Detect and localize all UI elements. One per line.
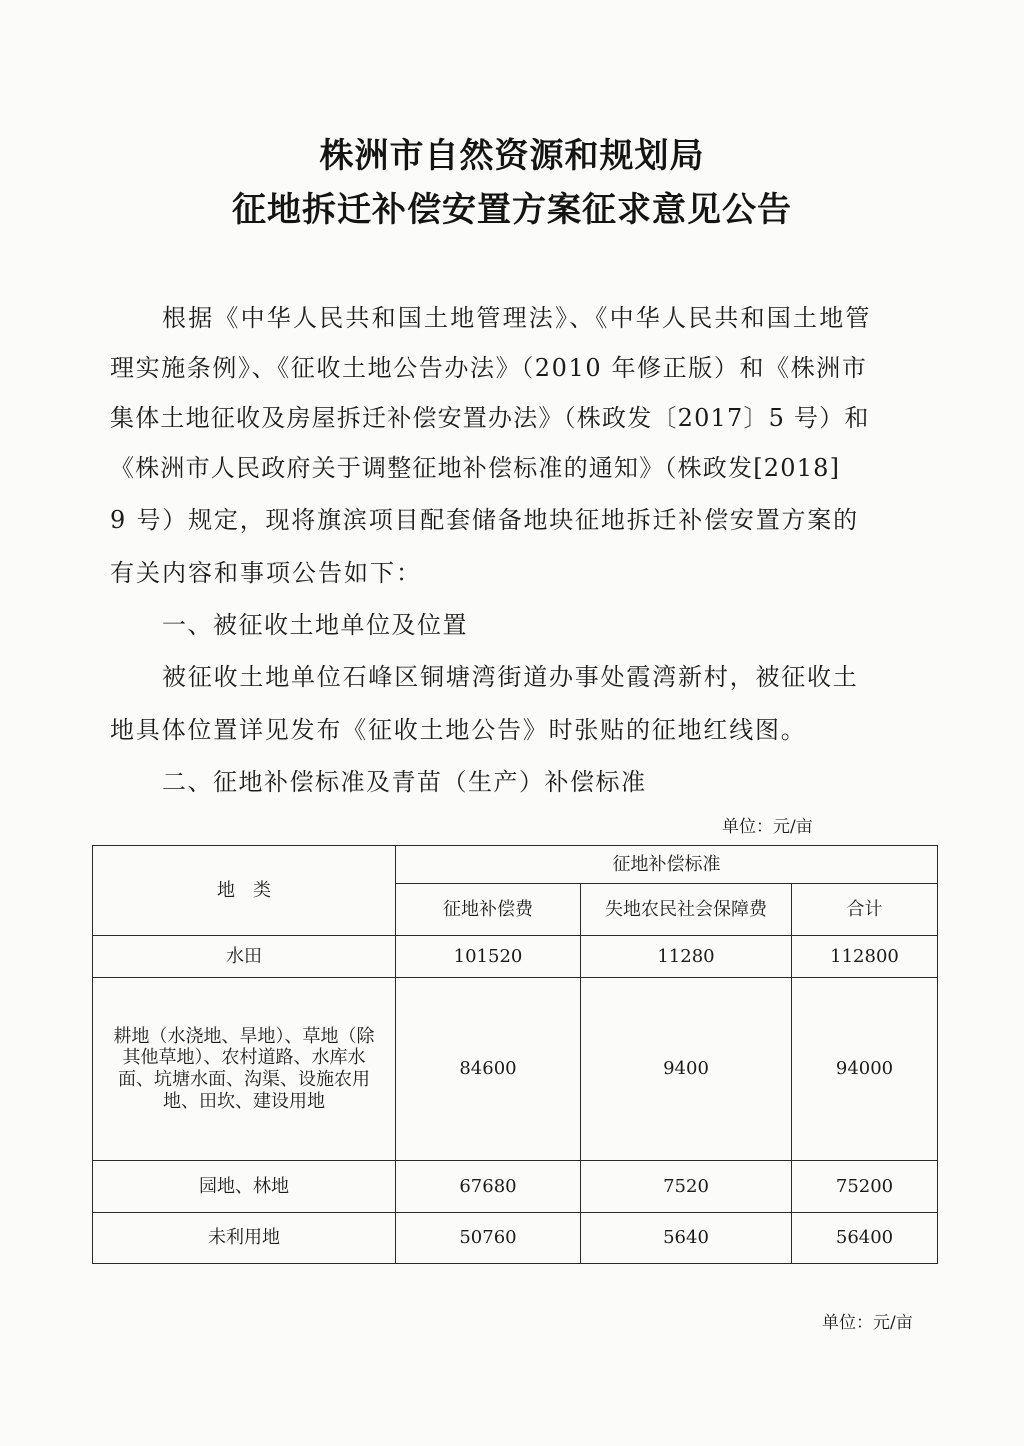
- p2-line: 被征收土地单位石峰区铜塘湾街道办事处霞湾新村，被征收土: [162, 663, 859, 691]
- category-cell: [93, 1161, 396, 1213]
- category-text: 耕地（水浇地、旱地）、草地（除: [113, 1025, 375, 1047]
- header-group: 征地补偿标准: [396, 846, 938, 884]
- column-header: 失地农民社会保障费: [581, 884, 792, 936]
- value-cell: 9400: [581, 978, 792, 1161]
- category-text: 未利用地: [208, 1227, 280, 1249]
- table-row: [93, 1213, 938, 1264]
- category-text: 园地、林地: [199, 1175, 289, 1197]
- value-cell: 94000: [792, 978, 938, 1161]
- value-cell: 101520: [396, 936, 581, 978]
- category-text: 水田: [226, 945, 262, 967]
- p2-line: 地具体位置详见发布《征收土地公告》时张贴的征地红线图。: [110, 716, 807, 744]
- p1-line: 理实施条例》、《征收土地公告办法》（2010 年修正版）和《株洲市: [110, 354, 868, 382]
- footer-unit-label: 单位：元/亩: [822, 1313, 913, 1333]
- category-cell: [93, 936, 396, 978]
- table-row: [93, 1161, 938, 1213]
- header-category: 地 类: [93, 846, 396, 936]
- p1-line: 根据《中华人民共和国土地管理法》、《中华人民共和国土地管: [162, 304, 872, 332]
- category-text: 地、田坎、建设用地: [163, 1090, 325, 1112]
- category-cell: [93, 1213, 396, 1264]
- category-text: 其他草地）、农村道路、水库水: [122, 1047, 366, 1069]
- value-cell: 56400: [792, 1213, 938, 1264]
- p1-line: 集体土地征收及房屋拆迁补偿安置办法》（株政发〔2017〕5 号）和: [110, 404, 870, 432]
- value-cell: 67680: [396, 1161, 581, 1213]
- title-line-2: 征地拆迁补偿安置方案征求意见公告: [232, 190, 792, 230]
- section-heading-1: 一、被征收土地单位及位置: [162, 611, 468, 639]
- table-unit-label: 单位：元/亩: [722, 817, 813, 837]
- p1-line: 《株洲市人民政府关于调整征地补偿标准的通知》（株政发[2018]: [110, 454, 841, 482]
- p1-line: 9 号）规定，现将旗滨项目配套储备地块征地拆迁补偿安置方案的: [110, 506, 859, 534]
- column-header: 合计: [792, 884, 938, 936]
- value-cell: 75200: [792, 1161, 938, 1213]
- section-heading-2: 二、征地补偿标准及青苗（生产）补偿标准: [162, 768, 647, 796]
- value-cell: 112800: [792, 936, 938, 978]
- category-cell: [93, 978, 396, 1161]
- value-cell: 7520: [581, 1161, 792, 1213]
- column-header: 征地补偿费: [396, 884, 581, 936]
- p1-line: 有关内容和事项公告如下：: [110, 559, 422, 587]
- value-cell: 84600: [396, 978, 581, 1161]
- compensation-table: [92, 845, 938, 1264]
- table-row: [93, 936, 938, 978]
- value-cell: 5640: [581, 1213, 792, 1264]
- title-line-1: 株洲市自然资源和规划局: [319, 136, 705, 176]
- table-row: [93, 978, 938, 1161]
- value-cell: 50760: [396, 1213, 581, 1264]
- value-cell: 11280: [581, 936, 792, 978]
- category-text: 面、坑塘水面、沟渠、设施农用: [118, 1069, 370, 1090]
